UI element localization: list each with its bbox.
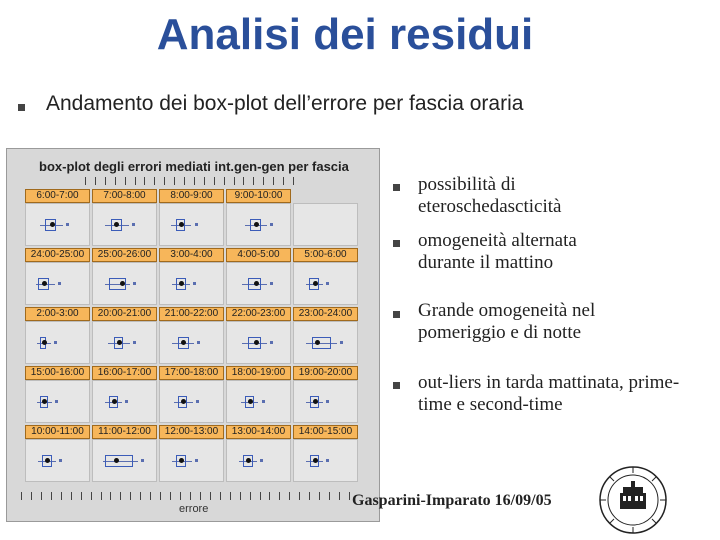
panel-plot-area xyxy=(92,262,157,305)
axis-tick xyxy=(105,177,106,185)
boxplot-outlier xyxy=(54,341,57,344)
boxplot-panel xyxy=(226,307,291,364)
boxplot-panel xyxy=(293,307,358,364)
boxplot-panel xyxy=(159,366,224,423)
axis-tick xyxy=(125,177,126,185)
axis-tick xyxy=(230,492,231,500)
boxplot-outlier xyxy=(59,459,62,462)
axis-tick xyxy=(253,177,254,185)
panel-label: 21:00-22:00 xyxy=(159,307,224,321)
axis-tick xyxy=(293,177,294,185)
axis-tick xyxy=(71,492,72,500)
boxplot-outlier xyxy=(270,223,273,226)
panel-plot-area xyxy=(293,262,358,305)
boxplot-outlier xyxy=(133,341,136,344)
axis-tick xyxy=(150,492,151,500)
boxplot-median xyxy=(120,281,125,286)
boxplot-outlier xyxy=(260,459,263,462)
boxplot-panel xyxy=(25,425,90,482)
panel-plot-area xyxy=(159,203,224,246)
panel-plot-area xyxy=(226,321,291,364)
panel-label: 23:00-24:00 xyxy=(293,307,358,321)
boxplot-median xyxy=(50,222,55,227)
boxplot-panel xyxy=(293,248,358,305)
panel-label: 20:00-21:00 xyxy=(92,307,157,321)
panel-label: 22:00-23:00 xyxy=(226,307,291,321)
axis-tick xyxy=(140,492,141,500)
axis-tick xyxy=(349,492,350,500)
boxplot-outlier xyxy=(326,459,329,462)
boxplot-panel xyxy=(92,366,157,423)
boxplot-outlier xyxy=(270,282,273,285)
panel-label: 12:00-13:00 xyxy=(159,425,224,439)
panel-label: 24:00-25:00 xyxy=(25,248,90,262)
panel-plot-area xyxy=(293,439,358,482)
axis-tick xyxy=(319,492,320,500)
panel-label: 15:00-16:00 xyxy=(25,366,90,380)
boxplot-panel xyxy=(159,307,224,364)
boxplot-panel xyxy=(293,425,358,482)
axis-tick xyxy=(224,177,225,185)
bullet-text: out-liers in tarda mattinata, prime-time e second-time xyxy=(418,372,680,415)
axis-tick xyxy=(263,177,264,185)
axis-tick xyxy=(164,177,165,185)
boxplot-panel xyxy=(159,189,224,246)
university-seal-icon xyxy=(598,465,668,535)
panel-label: 17:00-18:00 xyxy=(159,366,224,380)
boxplot-panel xyxy=(226,425,291,482)
boxplot-median xyxy=(112,399,117,404)
panel-label: 9:00-10:00 xyxy=(226,189,291,203)
bottom-axis-ticks xyxy=(21,492,351,500)
axis-tick xyxy=(130,492,131,500)
axis-tick xyxy=(21,492,22,500)
panel-plot-area xyxy=(159,321,224,364)
axis-tick xyxy=(120,492,121,500)
panel-label: 25:00-26:00 xyxy=(92,248,157,262)
panel-label: 10:00-11:00 xyxy=(25,425,90,439)
square-bullet-icon xyxy=(393,311,400,318)
axis-tick xyxy=(234,177,235,185)
bullet-text: Grande omogeneità nel pomeriggio e di notte xyxy=(418,300,596,343)
boxplot-outlier xyxy=(132,223,135,226)
panel-plot-area xyxy=(25,203,90,246)
boxplot-median xyxy=(179,281,184,286)
panel-plot-area xyxy=(92,439,157,482)
boxplot-outlier xyxy=(193,282,196,285)
panel-label: 14:00-15:00 xyxy=(293,425,358,439)
panel-plot-area xyxy=(226,439,291,482)
panel-label: 2:00-3:00 xyxy=(25,307,90,321)
panel-plot-area xyxy=(159,439,224,482)
boxplot-median xyxy=(42,340,47,345)
panel-label: 7:00-8:00 xyxy=(92,189,157,203)
axis-tick xyxy=(214,177,215,185)
axis-tick xyxy=(51,492,52,500)
boxplot-outlier xyxy=(133,282,136,285)
axis-tick xyxy=(273,177,274,185)
panel-plot-area xyxy=(92,321,157,364)
panel-label: 4:00-5:00 xyxy=(226,248,291,262)
axis-tick xyxy=(243,177,244,185)
boxplot-panel xyxy=(25,189,90,246)
panel-plot-area xyxy=(25,321,90,364)
panel-plot-area xyxy=(293,321,358,364)
bullet-text: possibilità di eteroschedascticità xyxy=(418,174,562,217)
axis-tick xyxy=(339,492,340,500)
square-bullet-icon xyxy=(393,240,400,247)
slide-title: Analisi dei residui xyxy=(156,10,534,59)
boxplot-outlier xyxy=(141,459,144,462)
panel-plot-area xyxy=(159,262,224,305)
boxplot-median xyxy=(117,340,122,345)
panel-plot-area xyxy=(293,380,358,423)
boxplot-outlier xyxy=(125,400,128,403)
axis-tick xyxy=(250,492,251,500)
boxplot-panel xyxy=(92,425,157,482)
axis-tick xyxy=(61,492,62,500)
axis-tick xyxy=(279,492,280,500)
panel-label: 11:00-12:00 xyxy=(92,425,157,439)
axis-tick xyxy=(220,492,221,500)
boxplot-outlier xyxy=(262,400,265,403)
slide-subtitle: Andamento dei box-plot dell’errore per fascia oraria xyxy=(46,92,524,115)
axis-tick xyxy=(41,492,42,500)
axis-tick xyxy=(289,492,290,500)
axis-tick xyxy=(95,177,96,185)
axis-tick xyxy=(299,492,300,500)
axis-tick xyxy=(329,492,330,500)
axis-tick xyxy=(210,492,211,500)
boxplot-outlier xyxy=(195,223,198,226)
axis-tick xyxy=(184,177,185,185)
top-axis-ticks xyxy=(85,177,295,185)
boxplot-figure xyxy=(6,148,380,522)
axis-tick xyxy=(174,177,175,185)
boxplot-panel xyxy=(293,366,358,423)
panel-plot-area xyxy=(25,262,90,305)
axis-tick xyxy=(309,492,310,500)
boxplot-panel xyxy=(92,248,157,305)
boxplot-median xyxy=(254,281,259,286)
boxplot-median xyxy=(254,222,259,227)
boxplot-outlier xyxy=(66,223,69,226)
boxplot-outlier xyxy=(340,341,343,344)
figure-title: box-plot degli errori mediati int.gen-gen per fascia xyxy=(39,159,349,174)
boxplot-median xyxy=(45,458,50,463)
axis-tick xyxy=(160,492,161,500)
boxplot-median xyxy=(42,399,47,404)
panel-plot-area xyxy=(92,203,157,246)
boxplot-median xyxy=(179,458,184,463)
axis-tick xyxy=(269,492,270,500)
boxplot-median xyxy=(313,281,318,286)
axis-tick xyxy=(283,177,284,185)
boxplot-outlier xyxy=(55,400,58,403)
axis-tick xyxy=(115,177,116,185)
boxplot-panel xyxy=(159,248,224,305)
panel-plot-area xyxy=(159,380,224,423)
panel-plot-area xyxy=(226,203,291,246)
axis-tick xyxy=(204,177,205,185)
panel-label: 18:00-19:00 xyxy=(226,366,291,380)
square-bullet-icon xyxy=(393,184,400,191)
panel-label: 3:00-4:00 xyxy=(159,248,224,262)
axis-tick xyxy=(85,177,86,185)
axis-tick xyxy=(144,177,145,185)
square-bullet-icon xyxy=(18,104,25,111)
boxplot-panel xyxy=(293,189,358,246)
boxplot-panel xyxy=(92,307,157,364)
axis-tick xyxy=(200,492,201,500)
boxplot-outlier xyxy=(58,282,61,285)
boxplot-outlier xyxy=(197,341,200,344)
boxplot-median xyxy=(179,222,184,227)
panel-label: 16:00-17:00 xyxy=(92,366,157,380)
boxplot-median xyxy=(246,458,251,463)
boxplot-median xyxy=(313,458,318,463)
axis-tick xyxy=(91,492,92,500)
square-bullet-icon xyxy=(393,382,400,389)
boxplot-grid xyxy=(25,189,361,489)
boxplot-median xyxy=(42,281,47,286)
panel-plot-area xyxy=(293,203,358,246)
panel-label: 8:00-9:00 xyxy=(159,189,224,203)
footer-credit: Gasparini-Imparato 16/09/05 xyxy=(352,492,552,509)
boxplot-outlier xyxy=(195,459,198,462)
axis-tick xyxy=(180,492,181,500)
panel-plot-area xyxy=(92,380,157,423)
panel-plot-area xyxy=(226,262,291,305)
boxplot-median xyxy=(313,399,318,404)
axis-tick xyxy=(190,492,191,500)
boxplot-panel xyxy=(25,307,90,364)
boxplot-outlier xyxy=(196,400,199,403)
boxplot-outlier xyxy=(326,400,329,403)
panel-label: 6:00-7:00 xyxy=(25,189,90,203)
bullet-text: omogeneità alternata durante il mattino xyxy=(418,230,577,273)
axis-tick xyxy=(110,492,111,500)
boxplot-panel xyxy=(159,425,224,482)
axis-tick xyxy=(135,177,136,185)
boxplot-panel xyxy=(226,366,291,423)
axis-tick xyxy=(31,492,32,500)
boxplot-outlier xyxy=(326,282,329,285)
boxplot-panel xyxy=(92,189,157,246)
boxplot-panel xyxy=(226,248,291,305)
panel-plot-area xyxy=(226,380,291,423)
boxplot-median xyxy=(254,340,259,345)
axis-tick xyxy=(154,177,155,185)
panel-plot-area xyxy=(25,380,90,423)
boxplot-box xyxy=(105,455,133,467)
panel-label: 19:00-20:00 xyxy=(293,366,358,380)
axis-tick xyxy=(240,492,241,500)
axis-tick xyxy=(81,492,82,500)
figure-xlabel: errore xyxy=(179,503,209,515)
axis-tick xyxy=(194,177,195,185)
axis-tick xyxy=(170,492,171,500)
axis-tick xyxy=(260,492,261,500)
panel-plot-area xyxy=(25,439,90,482)
axis-tick xyxy=(101,492,102,500)
boxplot-panel xyxy=(25,366,90,423)
boxplot-outlier xyxy=(270,341,273,344)
panel-label: 5:00-6:00 xyxy=(293,248,358,262)
boxplot-panel xyxy=(25,248,90,305)
panel-label: 13:00-14:00 xyxy=(226,425,291,439)
boxplot-panel xyxy=(226,189,291,246)
